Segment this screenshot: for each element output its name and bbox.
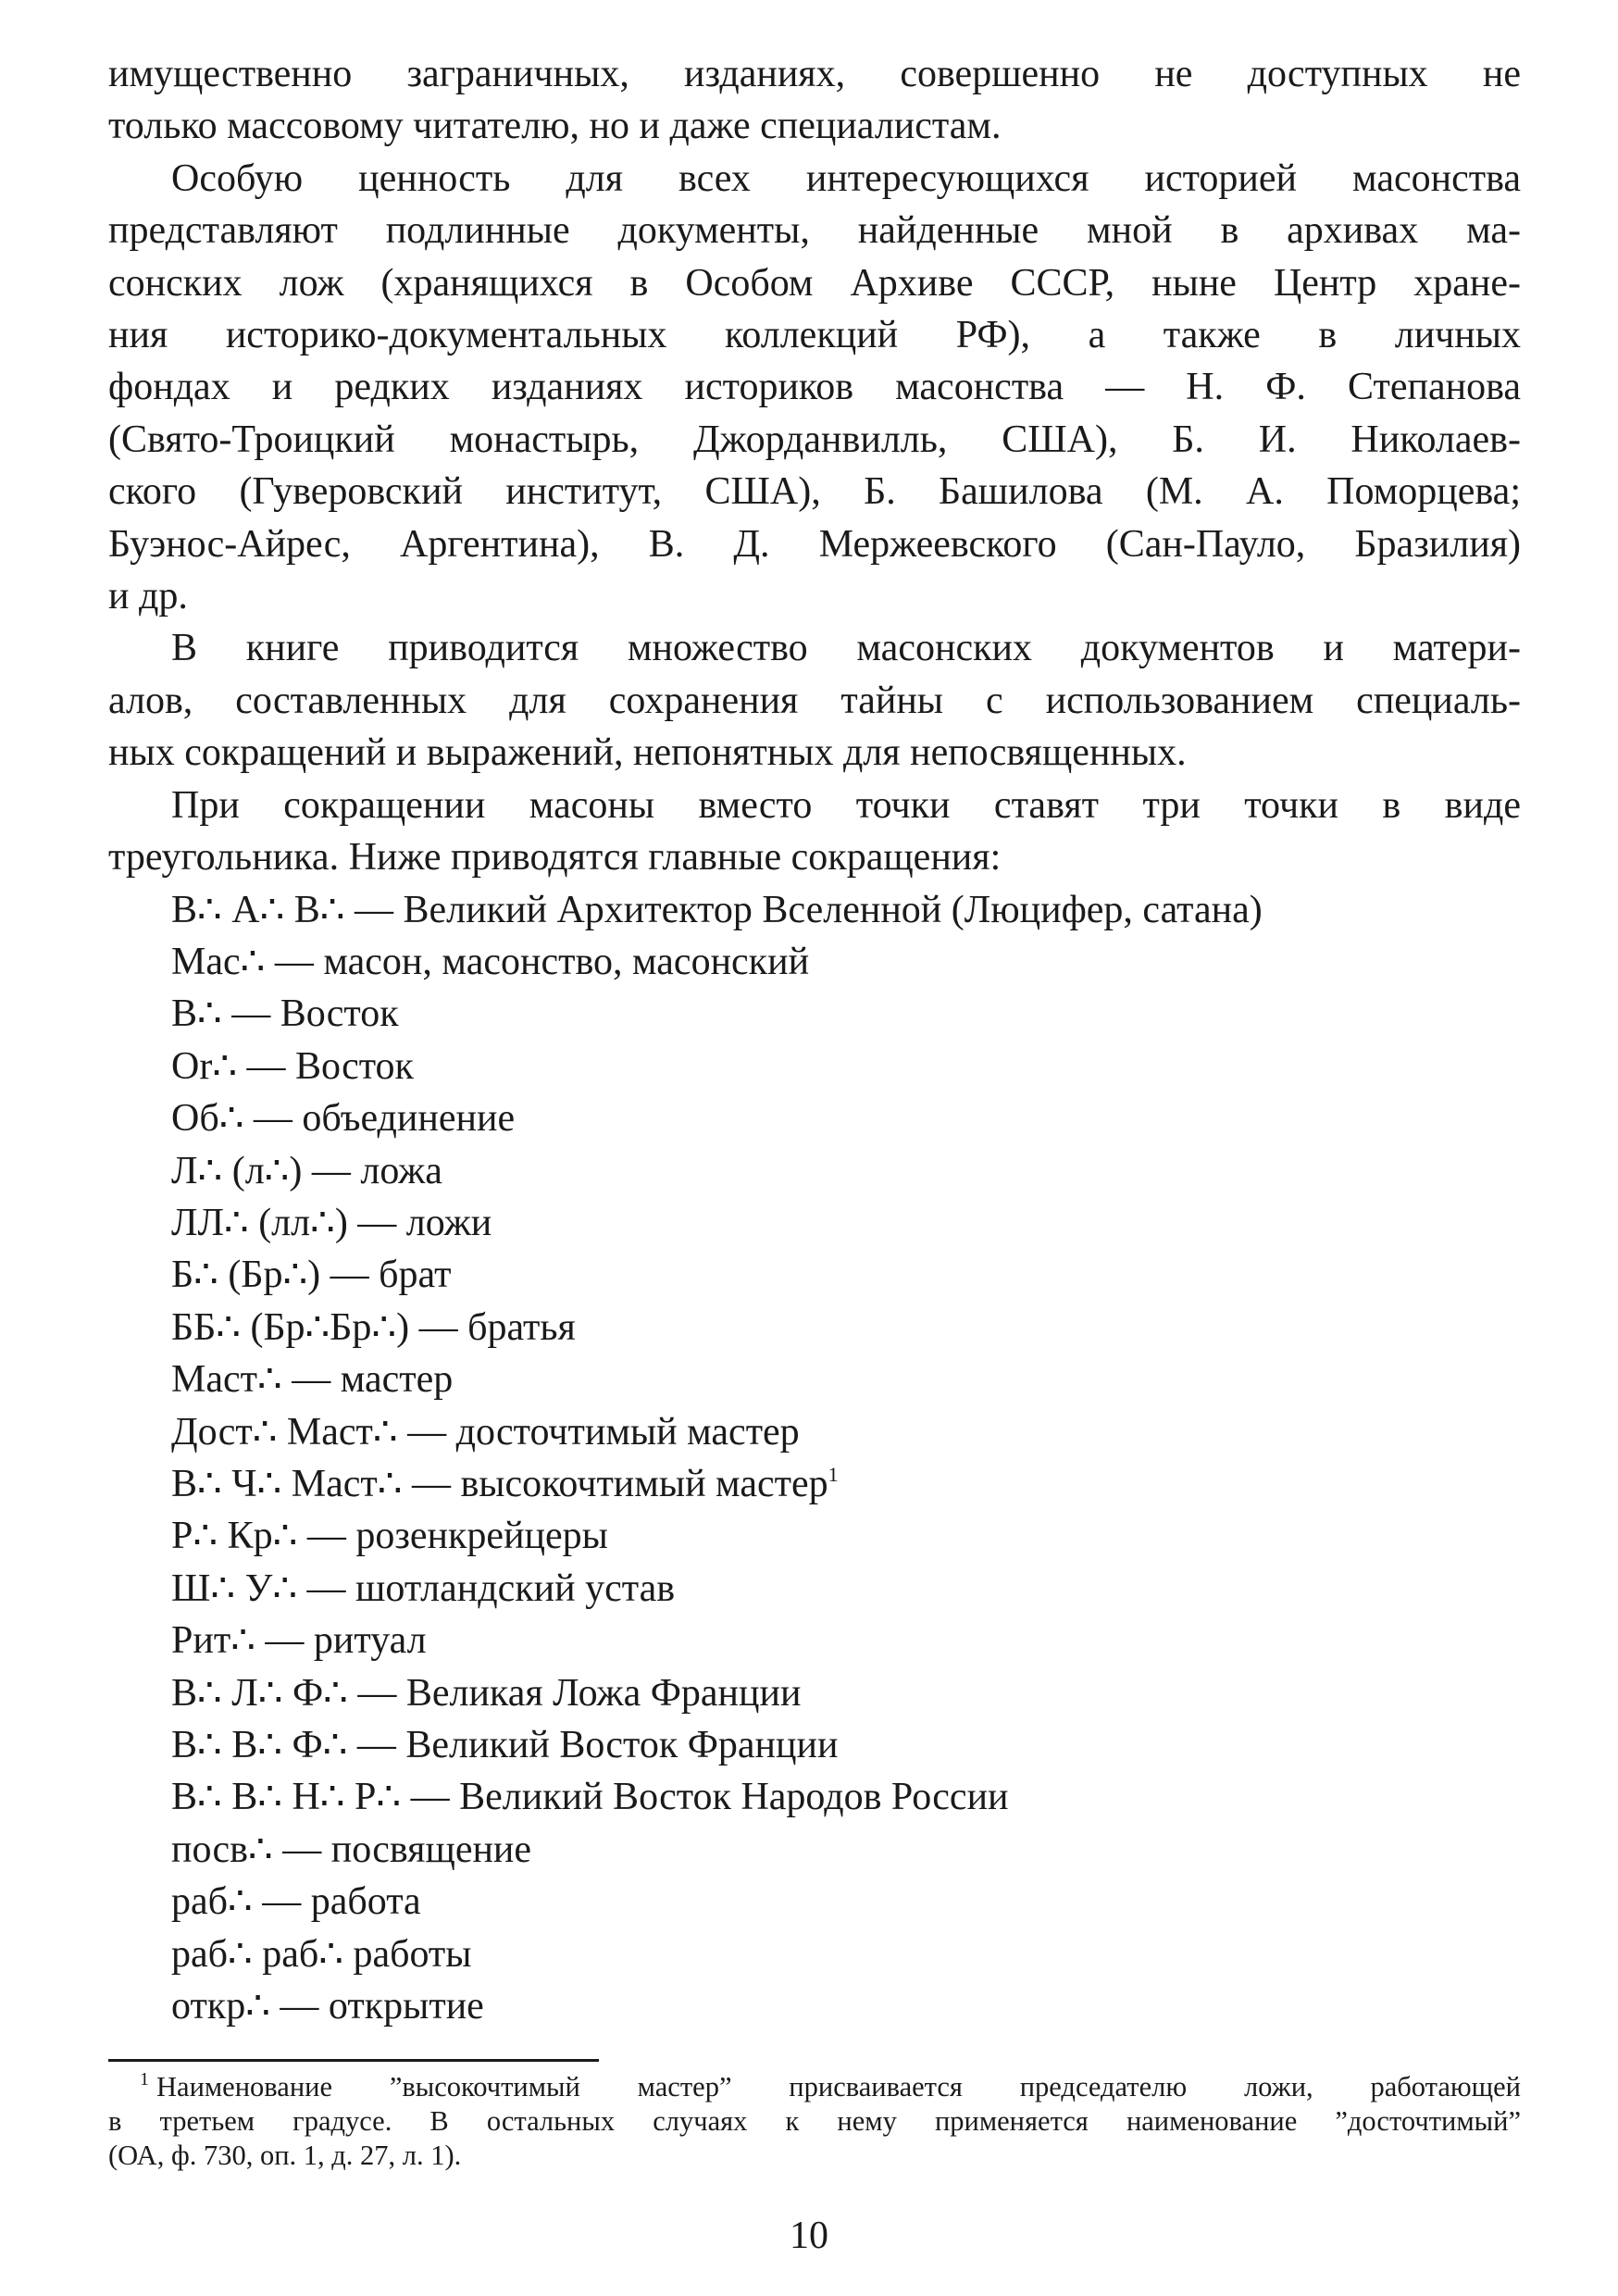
text-line: представляют подлинные документы, найденные мной в архивах ма- — [108, 209, 1521, 253]
footnote-line — [108, 2070, 1521, 2104]
abbreviation-text: В∴ Ч∴ Маст∴ — высокочтимый мастер — [171, 1462, 828, 1505]
paragraph-intro-continuation — [108, 48, 1521, 153]
abbreviation-item: откр∴ — открытие — [171, 1985, 484, 2028]
text-line: Особую ценность для всех интересующихся историей масонства — [171, 156, 1521, 200]
abbreviation-item: Дост∴ Маст∴ — досточтимый мастер — [171, 1410, 800, 1454]
abbreviation-item: раб∴ раб∴ работы — [171, 1932, 472, 1976]
footnote-line: (ОА, ф. 730, оп. 1, д. 27, л. 1). — [108, 2140, 462, 2171]
text-line: (Свято-Троицкий монастырь, Джорданвилль, США), Б. И. Николаев- — [108, 418, 1521, 461]
footnote-divider — [108, 2059, 599, 2062]
text-line: ния историко-документальных коллекций РФ), а также в личных — [108, 314, 1521, 357]
text-line: ского (Гуверовский институт, США), Б. Башилова (М. А. Поморцева; — [108, 470, 1521, 514]
abbreviation-item: Ш∴ У∴ — шотландский устав — [171, 1566, 676, 1610]
footnote-reference[interactable]: 1 — [828, 1462, 839, 1486]
paragraph-documents — [108, 153, 1521, 623]
abbreviation-item: Р∴ Кр∴ — розенкрейцеры — [171, 1515, 608, 1558]
paragraph-materials — [108, 622, 1521, 779]
text-line: сонских лож (хранящихся в Особом Архиве СССР, ныне Центр хране- — [108, 261, 1521, 305]
footnote — [108, 2070, 1521, 2173]
abbreviation-item: В∴ А∴ В∴ — Великий Архитектор Вселенной (Люцифер, сатана) — [171, 888, 1263, 931]
text-line: и др. — [108, 575, 188, 618]
abbreviation-item: Маст∴ — мастер — [171, 1358, 454, 1402]
abbreviation-item: В∴ Л∴ Ф∴ — Великая Ложа Франции — [171, 1671, 802, 1715]
footnote-number: 1 — [140, 2069, 149, 2090]
text-line: треугольника. Ниже приводятся главные сокращения: — [108, 836, 1002, 880]
page-number: 10 — [790, 2215, 828, 2257]
text-line: имущественно заграничных, изданиях, совершенно не доступных не — [108, 53, 1521, 95]
text-line: При сокращении масоны вместо точки ставят три точки в виде — [171, 783, 1521, 827]
text-line: только массовому читателю, но и даже специалистам. — [108, 105, 1002, 148]
abbreviation-item: посв∴ — посвящение — [171, 1828, 532, 1871]
text-line: В книге приводится множество масонских документов и матери- — [171, 627, 1521, 670]
abbreviation-item: Рит∴ — ритуал — [171, 1619, 427, 1663]
body-text — [108, 48, 1521, 2032]
abbreviation-item: В∴ В∴ Ф∴ — Великий Восток Франции — [171, 1724, 839, 1766]
abbreviation-item: Б∴ (Бр∴) — брат — [171, 1254, 452, 1297]
abbreviation-item: Об∴ — объединение — [171, 1097, 516, 1141]
abbreviation-item: Or∴ — Восток — [171, 1044, 414, 1088]
abbreviation-item: Л∴ (л∴) — ложа — [171, 1149, 442, 1192]
footnote-line: в третьем градусе. В остальных случаях к нему применяется наименование ”досточтимый” — [108, 2105, 1521, 2137]
abbreviation-item: Мас∴ — масон, масонство, масонский — [171, 940, 810, 983]
text-line: ных сокращений и выражений, непонятных для непосвященных. — [108, 731, 1187, 775]
text-line: алов, составленных для сохранения тайны с использованием специаль- — [108, 679, 1521, 722]
abbreviation-list — [108, 884, 1521, 2033]
text-line: Буэнос-Айрес, Аргентина), В. Д. Мержеевского (Сан-Пауло, Бразилия) — [108, 522, 1521, 566]
abbreviation-item: ЛЛ∴ (лл∴) — ложи — [171, 1201, 492, 1244]
abbreviation-item: В∴ В∴ Н∴ Р∴ — Великий Восток Народов России — [171, 1776, 1009, 1819]
paragraph-abbreviations-intro — [108, 780, 1521, 884]
abbreviation-item-with-footnote — [108, 1458, 1521, 1510]
abbreviation-item: раб∴ — работа — [171, 1880, 421, 1924]
abbreviation-item: ББ∴ (Бр∴Бр∴) — братья — [171, 1305, 576, 1349]
abbreviation-item: В∴ — Восток — [171, 992, 399, 1036]
text-line: фондах и редких изданиях историков масонства — Н. Ф. Степанова — [108, 366, 1521, 409]
footnote-text: Наименование ”высокочтимый мастер” присваивается председателю ложи, работающей — [156, 2071, 1521, 2103]
